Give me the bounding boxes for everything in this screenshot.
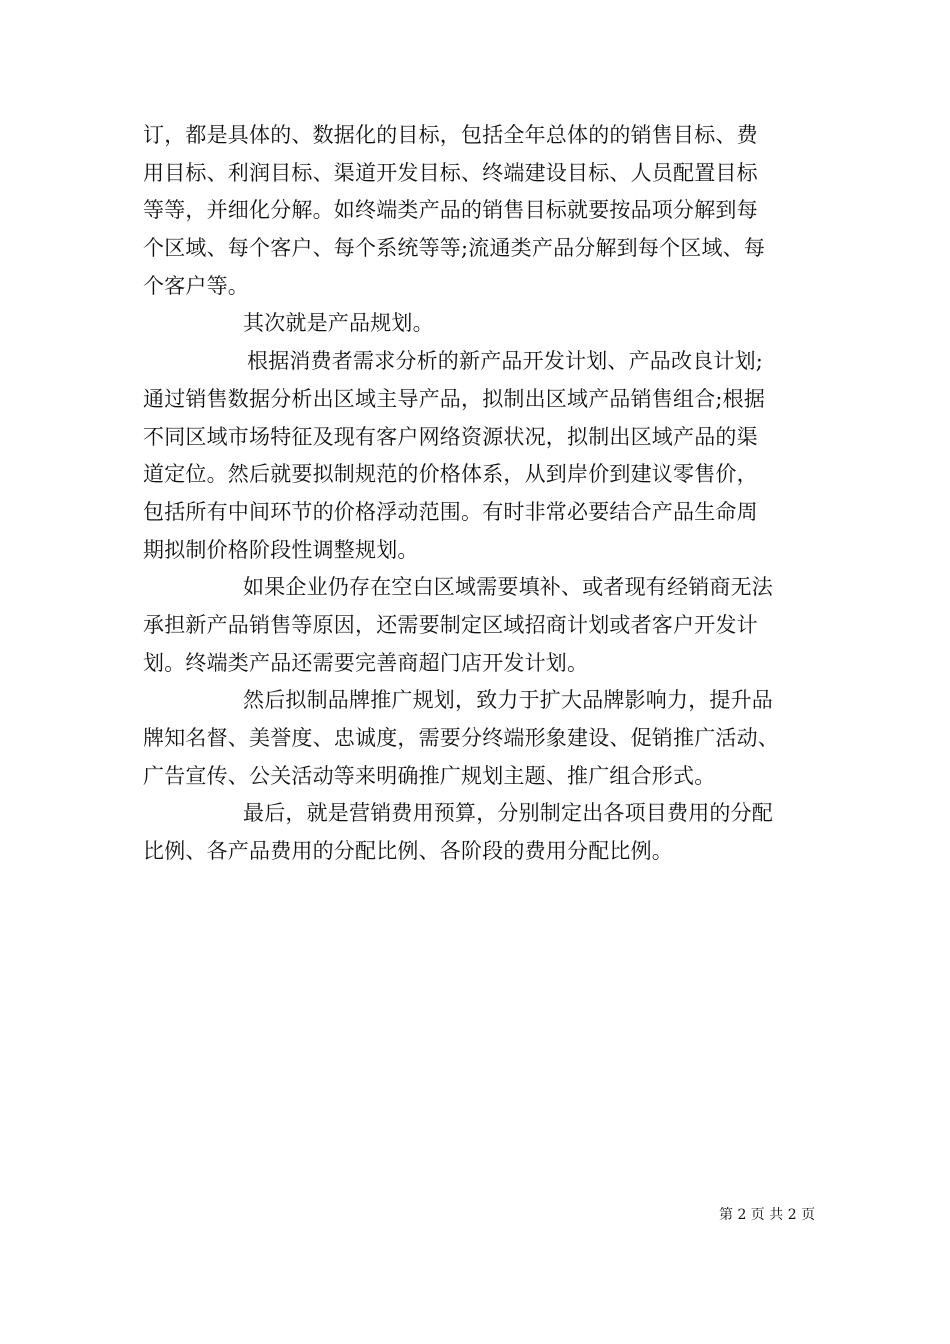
text-line: 通过销售数据分析出区域主导产品，拟制出区域产品销售组合;根据 <box>143 386 766 411</box>
text-line: 根据消费者需求分析的新产品开发计划、产品改良计划; <box>247 349 764 374</box>
text-line: 等等，并细化分解。如终端类产品的销售目标就要按品项分解到每 <box>143 198 758 223</box>
text-line: 牌知名督、美誉度、忠诚度，需要分终端形象建设、促销推广活动、 <box>143 726 779 750</box>
text-line: 承担新产品销售等原因，还需要制定区域招商计划或者客户开发计 <box>143 612 758 637</box>
text-line: 不同区域市场特征及现有客户网络资源状况，拟制出区域产品的渠 <box>143 424 758 449</box>
page-number-footer: 第 2 页 共 2 页 <box>719 1207 816 1223</box>
text-line: 用目标、利润目标、渠道开发目标、终端建设目标、人员配置目标 <box>143 160 758 185</box>
text-line: 个区域、每个客户、每个系统等等;流通类产品分解到每个区域、每 <box>143 236 766 261</box>
text-line: 道定位。然后就要拟制规范的价格体系，从到岸价到建议零售价， <box>143 462 758 487</box>
text-line: 订，都是具体的、数据化的目标，包括全年总体的的销售目标、费 <box>143 123 758 147</box>
text-line: 划。终端类产品还需要完善商超门店开发计划。 <box>143 650 589 675</box>
text-line: 如果企业仍存在空白区域需要填补、或者现有经销商无法 <box>243 575 773 600</box>
text-line: 个客户等。 <box>143 273 249 298</box>
text-line: 广告宣传、公关活动等来明确推广规划主题、推广组合形式。 <box>143 763 716 788</box>
text-line: 比例、各产品费用的分配比例、各阶段的费用分配比例。 <box>143 839 673 864</box>
paragraph-heading: 其次就是产品规划。 <box>243 311 434 336</box>
text-line: 包括所有中间环节的价格浮动范围。有时非常必要结合产品生命周 <box>143 499 758 524</box>
document-body <box>143 117 833 871</box>
text-line: 期拟制价格阶段性调整规划。 <box>143 537 419 562</box>
text-line: 然后拟制品牌推广规划，致力于扩大品牌影响力，提升品 <box>243 688 773 713</box>
text-line: 最后，就是营销费用预算，分别制定出各项目费用的分配 <box>243 801 773 826</box>
